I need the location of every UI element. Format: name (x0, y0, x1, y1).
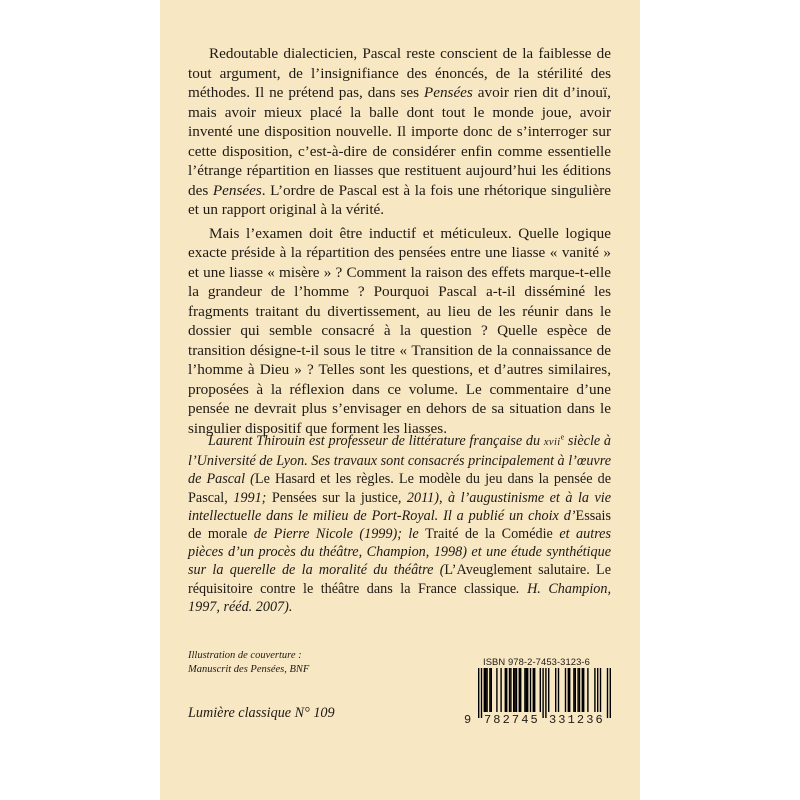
barcode-bar (610, 668, 611, 718)
barcode-bar (496, 668, 497, 712)
barcode-bar (514, 668, 515, 712)
barcode-bar (583, 668, 584, 712)
barcode-bar (484, 668, 485, 712)
barcode-bar (569, 668, 570, 712)
century-numeral: xvii (543, 437, 561, 448)
blurb-paragraph-2: Mais l’examen doit être inductif et méticuleux. Quelle logique exacte préside à la répartition des pensées entre une liasse « vanité » et une liasse « misère » ? Comment la raison des effets marque-t-elle la grandeur de l’homme ? Pourquoi Pascal a-t-il disséminé les fragments traitant du divertissement, au lieu de les réunir dans le dossier qui semble consacré à la question ? Quelle espèce de transition désigne-t-il sous le titre « Transition de la connaissance de l’homme à Dieu » ? Telles sont les questions, et d’autres similaires, proposées à la réflexion dans ce volume. Le commentaire d’une pensée ne devrait plus s’envisager en dehors de sa situation dans le singulier dispositif que forment les liasses. (188, 224, 611, 437)
barcode-bar (489, 668, 490, 712)
barcode-bar (505, 668, 506, 712)
barcode-bar (534, 668, 535, 712)
barcode-bar (516, 668, 517, 712)
barcode-bar (506, 668, 507, 712)
author-bio: Laurent Thirouin est professeur de littérature française du xvii$^e$ siècle à l’Université de Lyon. Ses travaux sont consacrés principalement à l’œuvre de Pascal (Le Hasard et les règles. Le modèle du jeu dans la pensée de Pascal, 1991; Pensées sur la justice, 2011), à l’augustinisme et à la vie intellectuelle dans le milieu de Port-Royal. Il a publié un choix d’Essais de morale de Pierre Nicole (1999); le Traité de la Comédie et autres pièces d’un procès du théâtre, Champion, 1998) et une étude synthétique sur la querelle de la moralité du théâtre (L’Aveuglement salutaire. Le réquisitoire contre le théâtre dans la France classique. H. Champion, 1997, rééd. 2007). (188, 432, 612, 615)
back-cover (160, 0, 640, 800)
cover-illustration-credit: Illustration de couverture : Manuscrit des Pensées, BNF (188, 650, 310, 675)
barcode-bar (545, 668, 546, 718)
barcode-bar (526, 668, 527, 712)
barcode-bar (530, 668, 531, 712)
barcode-bar (513, 668, 514, 712)
barcode-bar (582, 668, 583, 712)
blurb-paragraph-1: Redoutable dialecticien, Pascal reste conscient de la faiblesse de tout argument, de l’insignifiance des énoncés, de la stérilité des méthodes. Il ne prétend pas, dans ses Pensées avoir rien dit d’inouï, mais avoir mieux placé la balle dont tout le monde joue, avoir inventé une disposition nouvelle. Il importe donc de s’interroger sur cette disposition, c’est-à-dire de considérer enfin comme essentielle l’étrange répartition en liasses que restituent aujourd’hui les éditions des Pensées. L’ordre de Pascal est à la fois une rhétorique singulière et un rapport original à la vérité. (188, 45, 611, 218)
barcode-bar (509, 668, 510, 712)
barcode-bar (481, 668, 482, 718)
barcode-bar (533, 668, 534, 712)
barcode-bar (587, 668, 588, 712)
blurb-text (188, 44, 611, 438)
barcode-bar (568, 668, 569, 712)
barcode-bar (491, 668, 492, 712)
barcode-bar (558, 668, 559, 712)
barcode-bar (524, 668, 525, 712)
barcode-bars (464, 668, 618, 718)
barcode-bar (607, 668, 608, 718)
barcode-bar (486, 668, 487, 712)
barcode-bar (520, 668, 521, 712)
barcode-bar (575, 668, 576, 712)
barcode-bar (577, 668, 578, 712)
barcode-bar (565, 668, 566, 712)
barcode-bar (485, 668, 486, 712)
barcode-bar (540, 668, 541, 712)
isbn-barcode: ISBN 978-2-7453-3123-6 9 782745 331236 (464, 656, 618, 728)
barcode-bar (519, 668, 520, 712)
barcode-bar (573, 668, 574, 712)
collection-label: Lumière classique N° 109 (188, 705, 335, 721)
barcode-bar (600, 668, 601, 712)
barcode-bar (548, 668, 549, 712)
barcode-bar (597, 668, 598, 712)
barcode-bar (579, 668, 580, 712)
barcode-bar (510, 668, 511, 712)
barcode-bar (478, 668, 479, 718)
barcode-bar (594, 668, 595, 712)
barcode-bar (500, 668, 501, 712)
isbn-label: ISBN 978-2-7453-3123-6 (483, 656, 590, 667)
barcode-bar (527, 668, 528, 712)
barcode-bar (555, 668, 556, 712)
barcode-bar (542, 668, 543, 718)
